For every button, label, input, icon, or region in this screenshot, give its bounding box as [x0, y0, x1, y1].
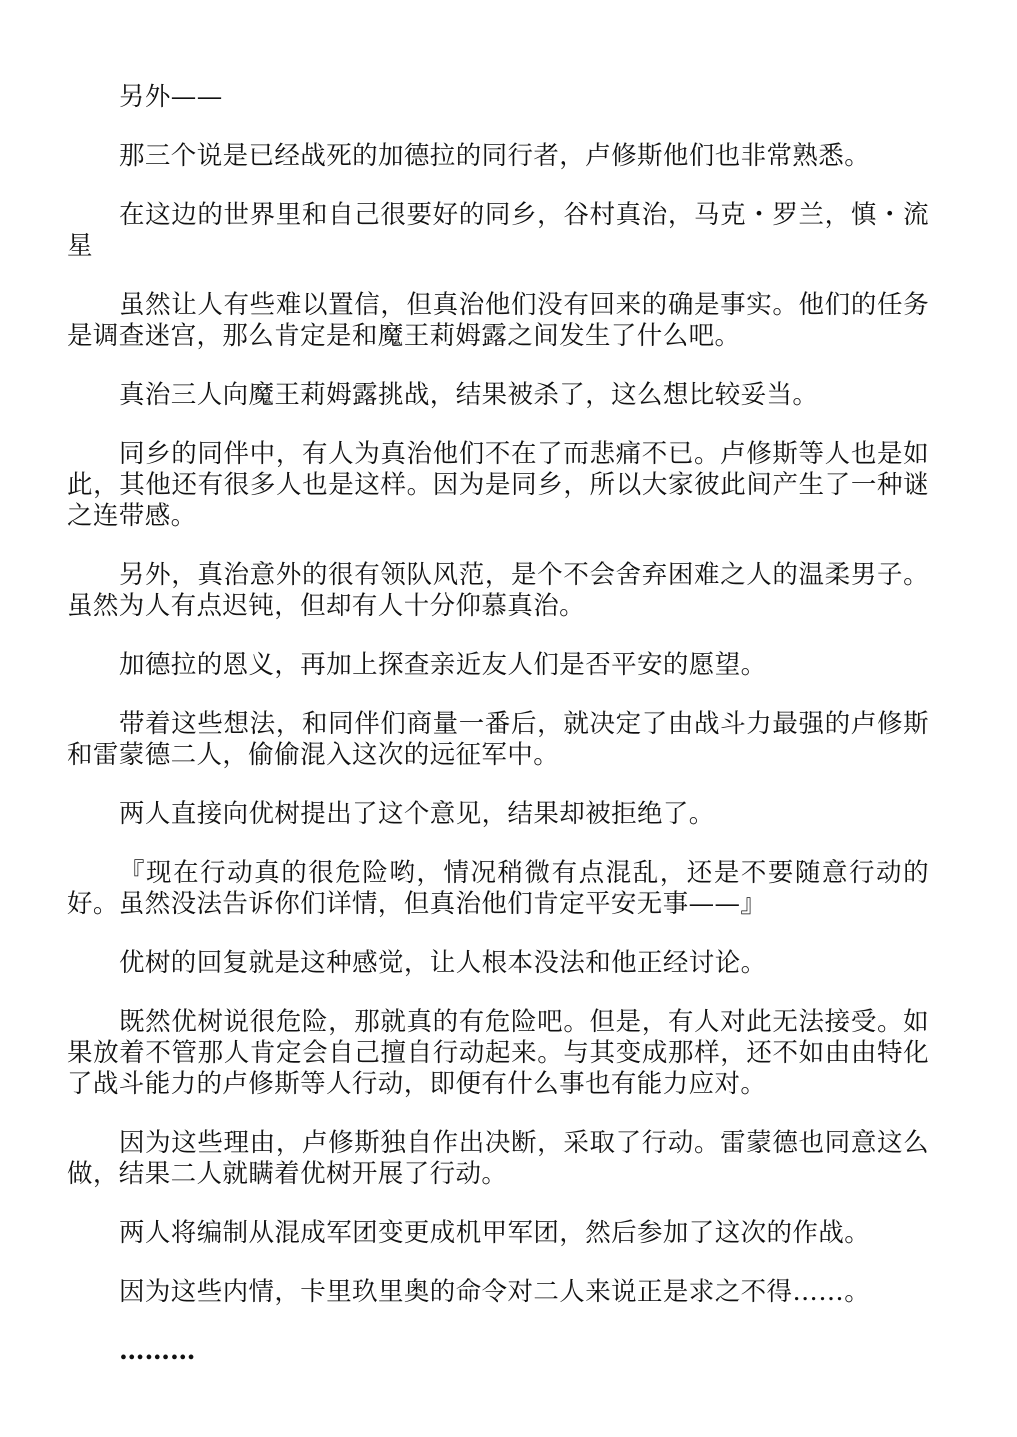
- scene-break-ellipsis: ………: [119, 1336, 196, 1366]
- paragraph: 既然优树说很危险，那就真的有危险吧。但是，有人对此无法接受。如果放着不管那人肯定会自己擅自行动起来。与其变成那样，还不如由由特化了战斗能力的卢修斯等人行动，即便有什么事也有能力应对。: [67, 1007, 929, 1099]
- paragraph: 两人将编制从混成军团变更成机甲军团，然后参加了这次的作战。: [119, 1218, 871, 1248]
- paragraph: 另外，真治意外的很有领队风范，是个不会舍弃困难之人的温柔男子。虽然为人有点迟钝，但却有人十分仰慕真治。: [67, 560, 929, 621]
- paragraph: 带着这些想法，和同伴们商量一番后，就决定了由战斗力最强的卢修斯和雷蒙德二人，偷偷混入这次的远征军中。: [67, 709, 929, 770]
- paragraph: 虽然让人有些难以置信，但真治他们没有回来的确是事实。他们的任务是调查迷宫，那么肯定是和魔王莉姆露之间发生了什么吧。: [67, 290, 929, 351]
- paragraph: 优树的回复就是这种感觉，让人根本没法和他正经讨论。: [119, 948, 767, 978]
- paragraph: 因为这些内情，卡里玖里奥的命令对二人来说正是求之不得……。: [119, 1277, 871, 1307]
- paragraph: 因为这些理由，卢修斯独自作出决断，采取了行动。雷蒙德也同意这么做，结果二人就瞒着优树开展了行动。: [67, 1128, 929, 1189]
- paragraph: 在这边的世界里和自己很要好的同乡，谷村真治，马克・罗兰，慎・流星: [67, 200, 929, 261]
- paragraph: 真治三人向魔王莉姆露挑战，结果被杀了，这么想比较妥当。: [119, 380, 819, 410]
- paragraph: 另外——: [119, 82, 223, 112]
- paragraph: 同乡的同伴中，有人为真治他们不在了而悲痛不已。卢修斯等人也是如此，其他还有很多人也是这样。因为是同乡，所以大家彼此间产生了一种谜之连带感。: [67, 439, 929, 531]
- paragraph: 两人直接向优树提出了这个意见，结果却被拒绝了。: [119, 799, 715, 829]
- quoted-dialogue-paragraph: 『现在行动真的很危险哟，情况稍微有点混乱，还是不要随意行动的好。虽然没法告诉你们详情，但真治他们肯定平安无事——』: [67, 858, 929, 919]
- document-page: [67, 82, 929, 1395]
- paragraph: 加德拉的恩义，再加上探查亲近友人们是否平安的愿望。: [119, 650, 767, 680]
- paragraph: 那三个说是已经战死的加德拉的同行者，卢修斯他们也非常熟悉。: [119, 141, 871, 171]
